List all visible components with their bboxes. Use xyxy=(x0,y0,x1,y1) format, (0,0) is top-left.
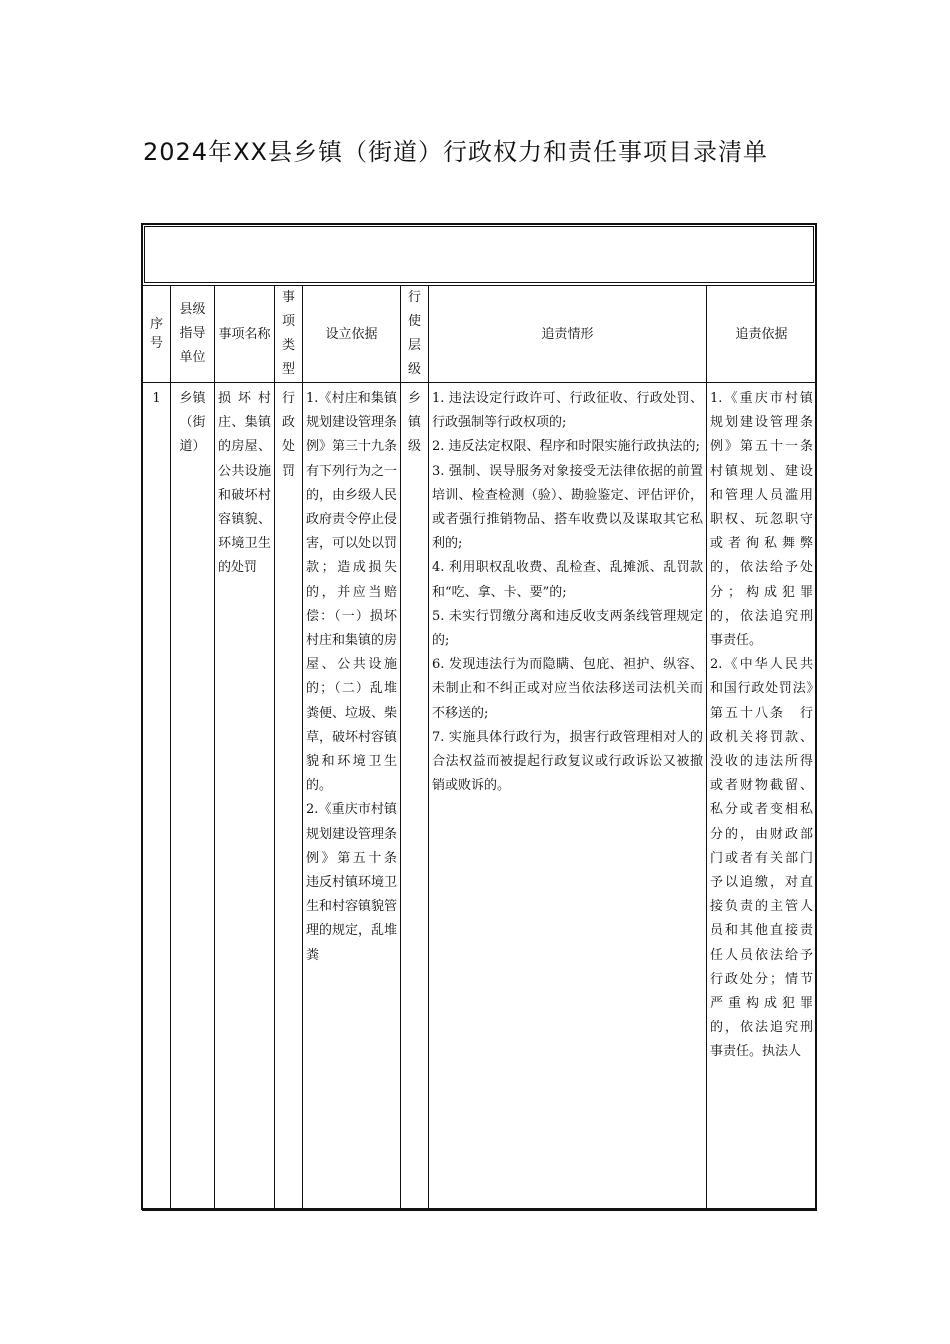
header-accountability: 追责依据 xyxy=(707,286,817,383)
page-title: 2024年XX县乡镇（街道）行政权力和责任事项目录清单 xyxy=(143,138,768,166)
basis-item-2: 2.《重庆市村镇规划建设管理条例》第五十条 违反村镇环境卫生和村容镇貌管理的规定，乱堆粪 xyxy=(306,802,411,963)
accountability-item-2: 2.《中华人民共和国行政处罚法》第五十八条 行政机关将罚款、没收的违法所得或者财物截留、私分或者变相私分的，由财政部门或者有关部门予以追缴，对直接负责的主管人员和其他直接责任人员依法给予行政处分；情节严重构成犯罪的，依法追究刑事责任。执法人 xyxy=(710,657,813,1060)
header-type: 事项类型 xyxy=(275,286,303,383)
cell-level: 乡镇级 xyxy=(401,383,429,1211)
table-row xyxy=(143,383,817,1211)
cell-situations xyxy=(429,383,707,1211)
cell-unit: 乡镇（街道） xyxy=(171,383,215,1211)
header-name: 事项名称 xyxy=(215,286,275,383)
situation-item-4: 4. 利用职权乱收费、乱检查、乱摊派、乱罚款和“吃、拿、卡、要”的; xyxy=(432,560,703,600)
cell-name: 损坏村庄、集镇的房屋、公共设施和破坏村容镇貌、环境卫生的处罚 xyxy=(215,383,275,1211)
table-caption-box xyxy=(144,226,814,283)
header-seq: 序号 xyxy=(143,286,171,383)
accountability-item-1: 1.《重庆市村镇规划建设管理条例》第五十一条 村镇规划、建设和管理人员滥用职权、玩忽职守或者徇私舞弊的，依法给予处分；构成犯罪的，依法追究刑事责任。 xyxy=(710,391,827,649)
cell-basis xyxy=(303,383,411,1211)
basis-item-1: 1.《村庄和集镇规划建设管理条例》第三十九条 有下列行为之一的，由乡级人民政府责令停止侵害，可以处以罚款；造成损失的，并应当赔偿：（一）损坏村庄和集镇的房屋、公共设施的；（二）乱堆粪便、垃圾、柴草，破坏村容镇貌和环境卫生的。 xyxy=(306,391,411,794)
situation-item-3: 3. 强制、误导服务对象接受无法律依据的前置培训、检查检测（验）、勘验鉴定、评估评价，或者强行推销物品、搭车收费以及谋取其它私利的; xyxy=(432,463,703,552)
header-unit: 县级指导单位 xyxy=(171,286,215,383)
header-level: 行使层级 xyxy=(401,286,429,383)
situation-item-5: 5. 未实行罚缴分离和违反收支两条线管理规定的; xyxy=(432,608,703,649)
cell-seq: 1 xyxy=(143,383,171,1211)
cell-type: 行政处罚 xyxy=(275,383,303,1211)
header-situations: 追责情形 xyxy=(429,286,707,383)
situation-item-6: 6. 发现违法行为而隐瞒、包庇、袒护、纵容、未制止和不纠正或对应当依法移送司法机关而不移送的; xyxy=(432,657,703,721)
power-list-table xyxy=(142,285,827,1211)
situation-item-7: 7. 实施具体行政行为，损害行政管理相对人的合法权益而被提起行政复议或行政诉讼又被撤销或败诉的。 xyxy=(432,729,703,794)
header-basis: 设立依据 xyxy=(303,286,401,383)
cell-accountability xyxy=(707,383,827,1211)
situation-item-1: 1. 违法设定行政许可、行政征收、行政处罚、行政强制等行政权项的; xyxy=(432,391,703,431)
situation-item-2: 2. 违反法定权限、程序和时限实施行政执法的; xyxy=(432,439,700,455)
table-header-row xyxy=(143,286,817,383)
